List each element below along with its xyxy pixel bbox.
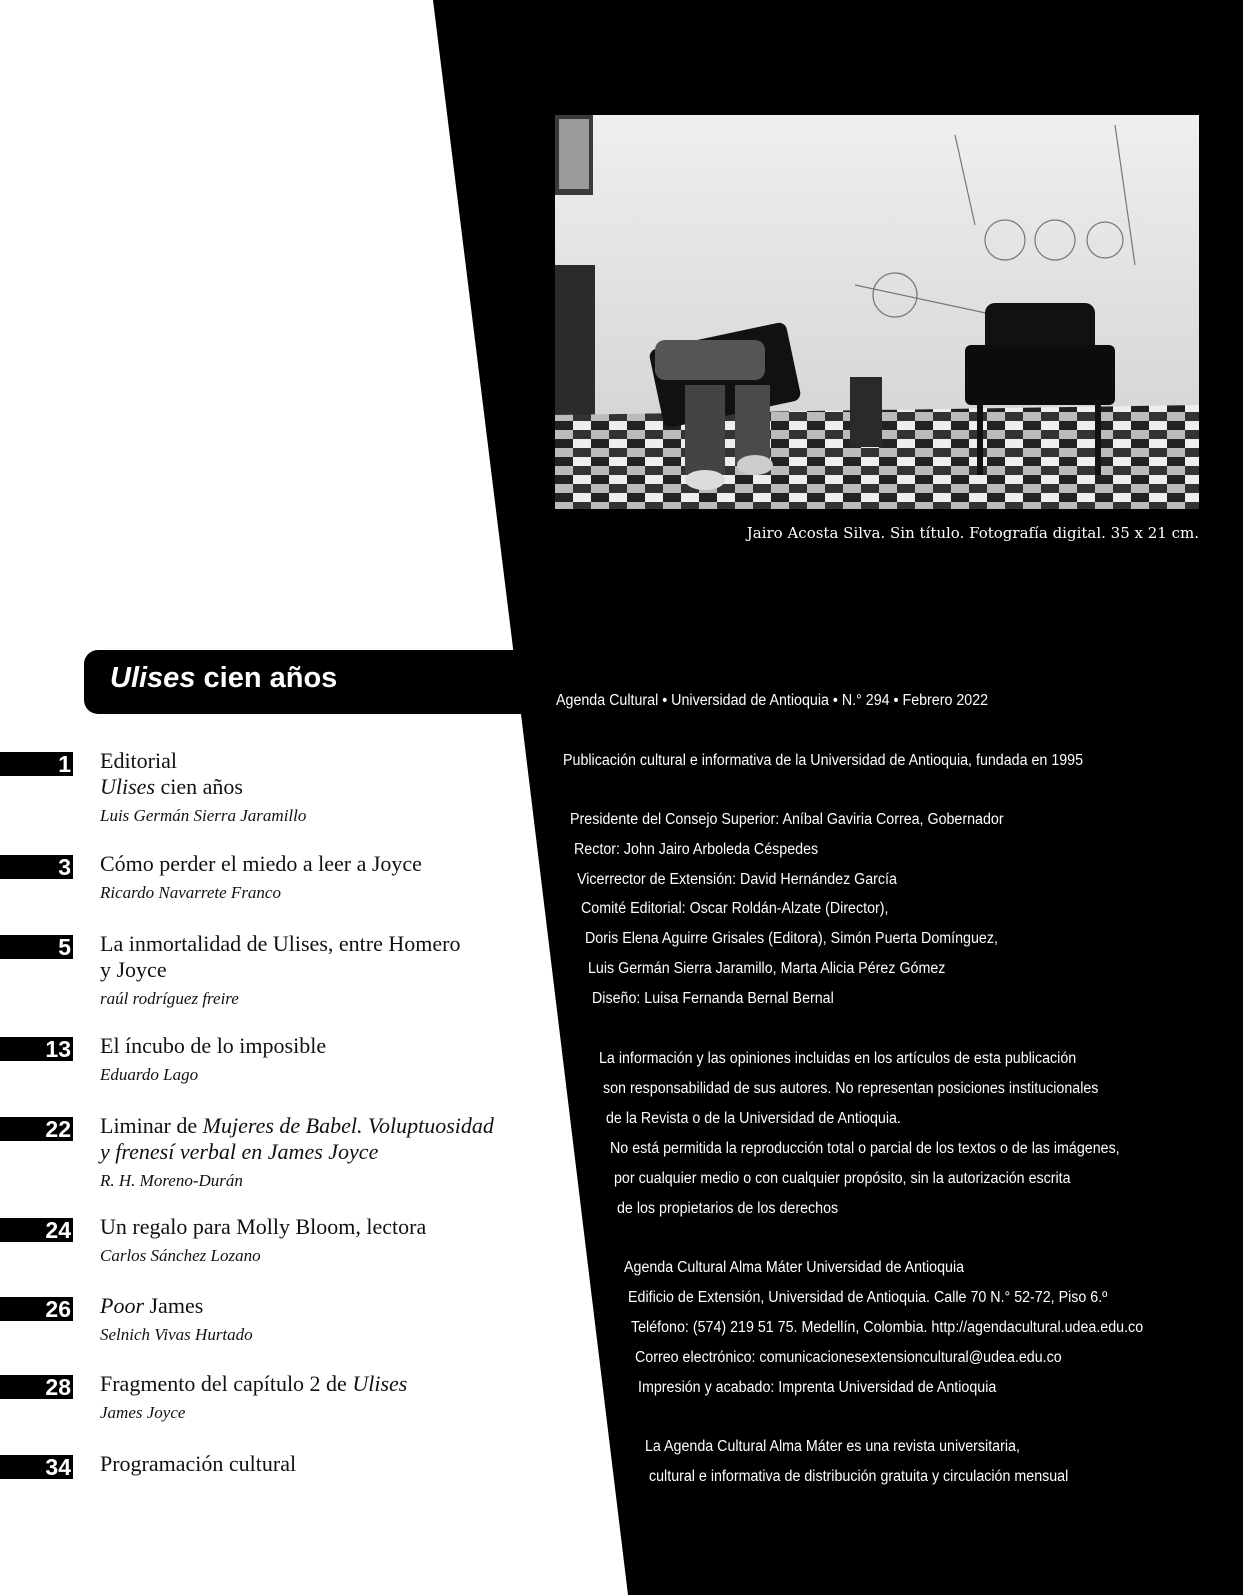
entry-author: Ricardo Navarrete Franco <box>100 883 281 902</box>
entry-author: James Joyce <box>100 1403 186 1422</box>
toc-title: Ulises cien años <box>110 662 338 694</box>
entry-author: Carlos Sánchez Lozano <box>100 1246 261 1265</box>
credit-line: Presidente del Consejo Superior: Aníbal Gaviria Correa, Gobernador <box>570 811 1004 828</box>
credit-line: Luis Germán Sierra Jaramillo, Marta Alicia Pérez Gómez <box>588 960 946 977</box>
contact-line: Teléfono: (574) 219 51 75. Medellín, Colombia. http://agendacultural.udea.edu.co <box>631 1319 1144 1336</box>
disclaimer-line: por cualquier medio o con cualquier propósito, sin la autorización escrita <box>614 1170 1071 1187</box>
page-number: 1 <box>0 752 73 776</box>
page-number: 5 <box>0 935 73 959</box>
entry-author: Eduardo Lago <box>100 1065 199 1084</box>
contact-line: Impresión y acabado: Imprenta Universidad de Antioquia <box>638 1379 997 1396</box>
page-number: 22 <box>0 1117 73 1141</box>
credit-line: Comité Editorial: Oscar Roldán-Alzate (Director), <box>581 900 889 917</box>
entry-title: Programación cultural <box>100 1451 297 1476</box>
entry-title: Editorial Ulises cien años <box>100 748 243 799</box>
page-number: 34 <box>0 1455 73 1479</box>
publication-line: Publicación cultural e informativa de la Universidad de Antioquia, fundada en 1995 <box>563 752 1084 769</box>
credit-line: Rector: John Jairo Arboleda Céspedes <box>574 841 819 858</box>
page-number: 13 <box>0 1037 73 1061</box>
cover-photograph <box>555 115 1199 509</box>
about-line: cultural e informativa de distribución gratuita y circulación mensual <box>649 1468 1069 1485</box>
page-number: 26 <box>0 1297 73 1321</box>
entry-title: Un regalo para Molly Bloom, lectora <box>100 1214 427 1239</box>
page-number: 28 <box>0 1375 73 1399</box>
about-line: La Agenda Cultural Alma Máter es una revista universitaria, <box>645 1438 1020 1455</box>
disclaimer-line: No está permitida la reproducción total o parcial de los textos o de las imágenes, <box>610 1140 1120 1157</box>
entry-author: Selnich Vivas Hurtado <box>100 1325 253 1344</box>
entry-title: El íncubo de lo imposible <box>100 1033 327 1058</box>
credit-line: Vicerrector de Extensión: David Hernández García <box>577 871 897 888</box>
photo-caption: Jairo Acosta Silva. Sin título. Fotografía digital. 35 x 21 cm. <box>746 524 1199 542</box>
entry-author: raúl rodríguez freire <box>100 989 239 1008</box>
entry-title: Liminar de Mujeres de Babel. Voluptuosidad y frenesí verbal en James Joyce <box>100 1113 494 1164</box>
contact-line: Edificio de Extensión, Universidad de Antioquia. Calle 70 N.° 52-72, Piso 6.º <box>628 1289 1108 1306</box>
entry-author: Luis Germán Sierra Jaramillo <box>100 806 307 825</box>
disclaimer-line: de los propietarios de los derechos <box>617 1200 839 1217</box>
contact-line: Agenda Cultural Alma Máter Universidad de Antioquia <box>624 1259 965 1276</box>
disclaimer-line: de la Revista o de la Universidad de Antioquia. <box>606 1110 901 1127</box>
contact-line: Correo electrónico: comunicacionesextensioncultural@udea.edu.co <box>635 1349 1062 1366</box>
masthead: Agenda Cultural • Universidad de Antioquia • N.° 294 • Febrero 2022 <box>556 692 989 709</box>
entry-title: Fragmento del capítulo 2 de Ulises <box>100 1371 408 1396</box>
page-number: 3 <box>0 855 73 879</box>
page-number: 24 <box>0 1218 73 1242</box>
toc-header <box>84 650 524 714</box>
entry-title: Poor James <box>100 1293 204 1318</box>
credit-line: Diseño: Luisa Fernanda Bernal Bernal <box>592 990 834 1007</box>
disclaimer-line: La información y las opiniones incluidas en los artículos de esta publicación <box>599 1050 1077 1067</box>
credit-line: Doris Elena Aguirre Grisales (Editora), Simón Puerta Domínguez, <box>585 930 998 947</box>
disclaimer-line: son responsabilidad de sus autores. No representan posiciones institucionales <box>603 1080 1099 1097</box>
entry-title: La inmortalidad de Ulises, entre Homero y Joyce <box>100 931 461 982</box>
entry-title: Cómo perder el miedo a leer a Joyce <box>100 851 422 876</box>
entry-author: R. H. Moreno-Durán <box>100 1171 243 1190</box>
